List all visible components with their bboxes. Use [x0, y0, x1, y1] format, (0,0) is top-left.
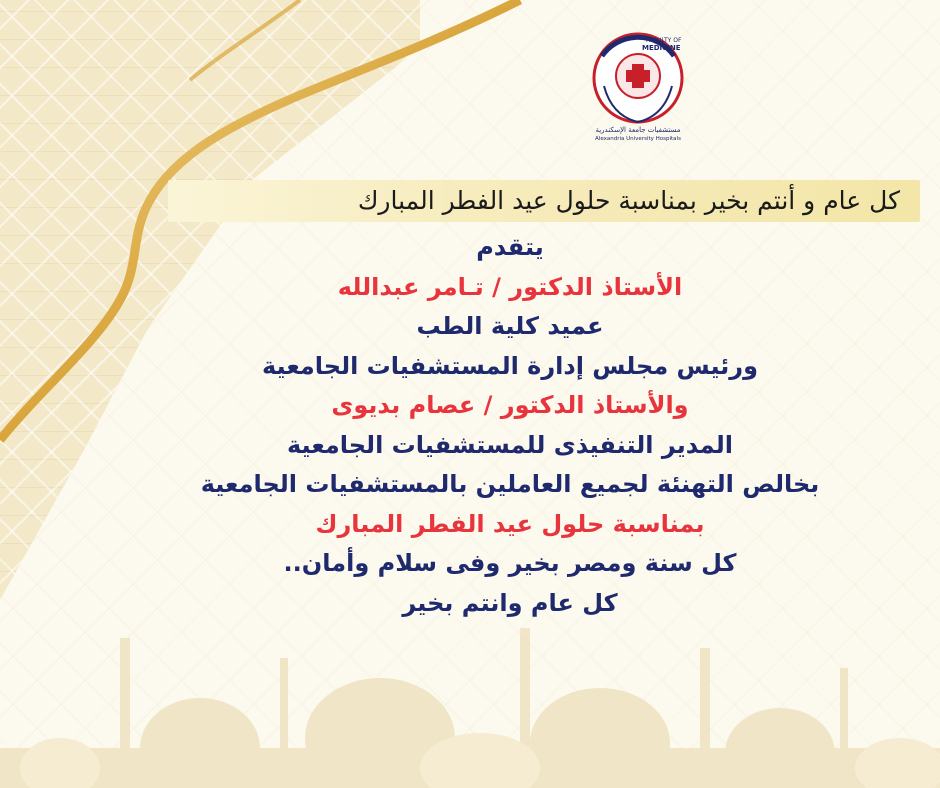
message-line: كل سنة ومصر بخير وفى سلام وأمان.. [283, 549, 737, 577]
message-line: الأستاذ الدكتور / تـامر عبدالله [337, 272, 683, 301]
logo-faculty-line2: MEDICINE [642, 44, 681, 52]
banner-text: كل عام و أنتم بخير بمناسبة حلول عيد الفطر المبارك [357, 186, 900, 215]
hospital-logo [582, 26, 694, 142]
logo-arabic-name: مستشفيات جامعة الإسكندرية [595, 126, 681, 134]
message-line: يتقدم [476, 233, 544, 261]
message-line: ورئيس مجلس إدارة المستشفيات الجامعية [262, 351, 758, 380]
message-line: بمناسبة حلول عيد الفطر المبارك [315, 509, 705, 538]
logo-faculty-line1: FACULTY OF [646, 37, 682, 44]
greeting-banner [168, 180, 920, 222]
mosque-skyline [0, 608, 940, 788]
message-line: كل عام وانتم بخير [402, 588, 618, 617]
message-line: عميد كلية الطب [416, 312, 604, 340]
message-block [160, 228, 860, 623]
logo-english-name: Alexandria University Hospitals [595, 136, 681, 142]
message-line: بخالص التهنئة لجميع العاملين بالمستشفيات الجامعية [200, 470, 820, 498]
arch-accent [190, 0, 300, 80]
message-line: والأستاذ الدكتور / عصام بديوى [331, 391, 689, 419]
message-line: المدير التنفيذى للمستشفيات الجامعية [286, 430, 733, 459]
